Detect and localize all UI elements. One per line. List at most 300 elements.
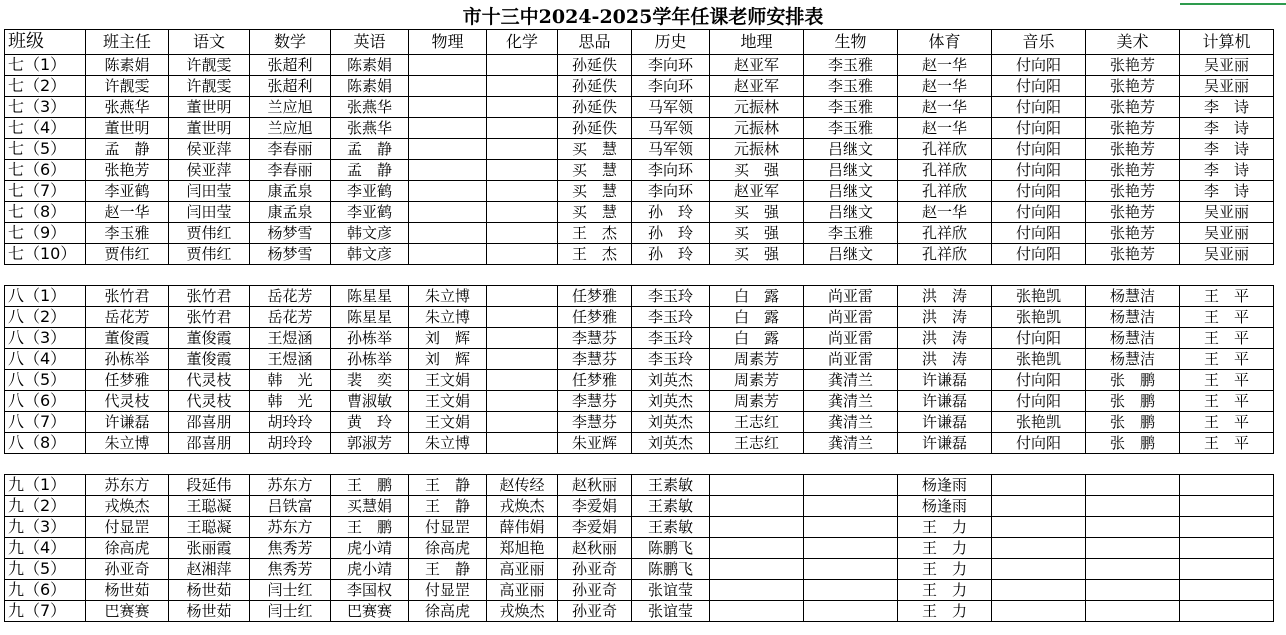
teacher-cell[interactable]	[992, 580, 1086, 601]
class-cell[interactable]: 八（2）	[5, 307, 86, 328]
teacher-cell[interactable]: 李向环	[632, 160, 710, 181]
class-cell[interactable]: 九（6）	[5, 580, 86, 601]
teacher-cell[interactable]: 周素芳	[710, 391, 804, 412]
teacher-cell[interactable]: 陈星星	[331, 307, 409, 328]
teacher-cell[interactable]	[898, 454, 992, 475]
teacher-cell[interactable]: 尚亚雷	[804, 328, 898, 349]
teacher-cell[interactable]: 孙延佚	[558, 118, 632, 139]
class-cell[interactable]: 八（1）	[5, 286, 86, 307]
class-cell[interactable]: 八（7）	[5, 412, 86, 433]
teacher-cell[interactable]: 苏东方	[86, 475, 169, 496]
teacher-cell[interactable]: 康孟泉	[250, 202, 331, 223]
teacher-cell[interactable]: 李玉玲	[632, 286, 710, 307]
teacher-cell[interactable]	[1086, 538, 1180, 559]
teacher-cell[interactable]: 孙栋举	[331, 328, 409, 349]
teacher-cell[interactable]: 付向阳	[992, 202, 1086, 223]
teacher-cell[interactable]: 王文娟	[409, 370, 487, 391]
teacher-cell[interactable]: 苏东方	[250, 517, 331, 538]
teacher-cell[interactable]: 王 力	[898, 580, 992, 601]
teacher-cell[interactable]: 王 平	[1180, 349, 1274, 370]
class-cell[interactable]: 七（3）	[5, 97, 86, 118]
teacher-cell[interactable]: 刘英杰	[632, 412, 710, 433]
teacher-cell[interactable]: 马军领	[632, 139, 710, 160]
teacher-cell[interactable]	[409, 181, 487, 202]
teacher-cell[interactable]: 李玉雅	[804, 223, 898, 244]
teacher-cell[interactable]: 侯亚萍	[169, 139, 250, 160]
teacher-cell[interactable]: 付向阳	[992, 160, 1086, 181]
teacher-cell[interactable]: 龚清兰	[804, 433, 898, 454]
teacher-cell[interactable]: 张燕华	[86, 97, 169, 118]
teacher-cell[interactable]: 董俊霞	[169, 328, 250, 349]
class-cell[interactable]: 九（3）	[5, 517, 86, 538]
teacher-cell[interactable]: 李 诗	[1180, 139, 1274, 160]
teacher-cell[interactable]	[487, 391, 558, 412]
teacher-cell[interactable]: 董世明	[86, 118, 169, 139]
teacher-cell[interactable]: 赵秋丽	[558, 538, 632, 559]
teacher-cell[interactable]: 付向阳	[992, 181, 1086, 202]
teacher-cell[interactable]: 买 强	[710, 160, 804, 181]
teacher-cell[interactable]: 张燕华	[331, 118, 409, 139]
teacher-cell[interactable]	[487, 244, 558, 265]
teacher-cell[interactable]	[487, 370, 558, 391]
teacher-cell[interactable]	[804, 454, 898, 475]
teacher-cell[interactable]: 马军领	[632, 97, 710, 118]
teacher-cell[interactable]: 买 慧	[558, 181, 632, 202]
teacher-cell[interactable]: 白 露	[710, 328, 804, 349]
teacher-cell[interactable]	[409, 97, 487, 118]
teacher-cell[interactable]: 洪 涛	[898, 328, 992, 349]
teacher-cell[interactable]	[1180, 580, 1274, 601]
teacher-cell[interactable]	[1180, 454, 1274, 475]
teacher-cell[interactable]	[710, 265, 804, 286]
teacher-cell[interactable]: 王聪凝	[169, 496, 250, 517]
teacher-cell[interactable]: 李玉玲	[632, 349, 710, 370]
teacher-cell[interactable]	[1086, 454, 1180, 475]
class-cell[interactable]: 九（1）	[5, 475, 86, 496]
teacher-cell[interactable]: 元振林	[710, 139, 804, 160]
class-cell[interactable]: 七（1）	[5, 55, 86, 76]
class-cell[interactable]: 八（4）	[5, 349, 86, 370]
teacher-cell[interactable]	[487, 181, 558, 202]
teacher-cell[interactable]: 张 鹏	[1086, 433, 1180, 454]
column-header[interactable]: 美术	[1086, 30, 1180, 55]
teacher-cell[interactable]: 付向阳	[992, 328, 1086, 349]
teacher-cell[interactable]	[1180, 496, 1274, 517]
teacher-cell[interactable]	[250, 454, 331, 475]
teacher-cell[interactable]	[409, 244, 487, 265]
teacher-cell[interactable]: 张 鹏	[1086, 412, 1180, 433]
teacher-cell[interactable]: 虎小靖	[331, 559, 409, 580]
teacher-cell[interactable]: 付向阳	[992, 118, 1086, 139]
teacher-cell[interactable]: 元振林	[710, 97, 804, 118]
teacher-cell[interactable]	[409, 454, 487, 475]
teacher-cell[interactable]: 买 强	[710, 244, 804, 265]
teacher-cell[interactable]: 陈素娟	[331, 55, 409, 76]
teacher-cell[interactable]: 王 平	[1180, 286, 1274, 307]
teacher-cell[interactable]: 朱立博	[409, 286, 487, 307]
teacher-cell[interactable]: 赵一华	[898, 76, 992, 97]
teacher-cell[interactable]: 杨逢雨	[898, 496, 992, 517]
column-header[interactable]: 历史	[632, 30, 710, 55]
teacher-cell[interactable]: 张超利	[250, 76, 331, 97]
column-header[interactable]: 物理	[409, 30, 487, 55]
teacher-cell[interactable]	[710, 454, 804, 475]
teacher-cell[interactable]: 陈星星	[331, 286, 409, 307]
teacher-cell[interactable]: 付显罡	[409, 517, 487, 538]
teacher-cell[interactable]	[1180, 601, 1274, 622]
teacher-cell[interactable]: 赵一华	[898, 55, 992, 76]
teacher-cell[interactable]: 贾伟红	[169, 223, 250, 244]
teacher-cell[interactable]	[632, 454, 710, 475]
teacher-cell[interactable]: 张艳芳	[1086, 118, 1180, 139]
teacher-cell[interactable]	[487, 118, 558, 139]
teacher-cell[interactable]: 尚亚雷	[804, 286, 898, 307]
teacher-cell[interactable]: 朱立博	[409, 307, 487, 328]
teacher-cell[interactable]: 付向阳	[992, 76, 1086, 97]
column-header[interactable]: 音乐	[992, 30, 1086, 55]
teacher-cell[interactable]	[409, 160, 487, 181]
teacher-cell[interactable]: 邵喜朋	[169, 412, 250, 433]
teacher-cell[interactable]	[487, 97, 558, 118]
teacher-cell[interactable]: 王素敏	[632, 517, 710, 538]
teacher-cell[interactable]: 李向环	[632, 181, 710, 202]
teacher-cell[interactable]: 张艳芳	[1086, 160, 1180, 181]
teacher-cell[interactable]: 黄 玲	[331, 412, 409, 433]
teacher-cell[interactable]	[409, 223, 487, 244]
teacher-cell[interactable]: 代灵枝	[169, 370, 250, 391]
class-cell[interactable]: 七（2）	[5, 76, 86, 97]
teacher-cell[interactable]: 孙延佚	[558, 76, 632, 97]
teacher-cell[interactable]: 白 露	[710, 307, 804, 328]
teacher-cell[interactable]	[1180, 538, 1274, 559]
teacher-cell[interactable]: 李向环	[632, 55, 710, 76]
teacher-cell[interactable]: 王 力	[898, 559, 992, 580]
teacher-cell[interactable]: 苏东方	[250, 475, 331, 496]
teacher-cell[interactable]: 付向阳	[992, 55, 1086, 76]
teacher-cell[interactable]: 杨慧洁	[1086, 286, 1180, 307]
teacher-cell[interactable]: 戎焕杰	[487, 601, 558, 622]
teacher-cell[interactable]: 吕铁富	[250, 496, 331, 517]
teacher-cell[interactable]	[992, 538, 1086, 559]
teacher-cell[interactable]	[710, 496, 804, 517]
teacher-cell[interactable]: 王聪凝	[169, 517, 250, 538]
teacher-cell[interactable]: 贾伟红	[169, 244, 250, 265]
teacher-cell[interactable]: 孔祥欣	[898, 244, 992, 265]
teacher-cell[interactable]: 张艳凯	[992, 286, 1086, 307]
teacher-cell[interactable]: 王 杰	[558, 244, 632, 265]
teacher-cell[interactable]: 吕继文	[804, 181, 898, 202]
teacher-cell[interactable]: 段延伟	[169, 475, 250, 496]
teacher-cell[interactable]: 王 力	[898, 517, 992, 538]
teacher-cell[interactable]: 杨世茹	[86, 580, 169, 601]
teacher-cell[interactable]: 李春丽	[250, 160, 331, 181]
teacher-cell[interactable]: 张 鹏	[1086, 391, 1180, 412]
teacher-cell[interactable]: 洪 涛	[898, 286, 992, 307]
teacher-cell[interactable]: 吕继文	[804, 139, 898, 160]
teacher-cell[interactable]: 周素芳	[710, 349, 804, 370]
teacher-cell[interactable]	[710, 559, 804, 580]
teacher-cell[interactable]: 张艳芳	[1086, 244, 1180, 265]
teacher-cell[interactable]: 许谦磊	[898, 391, 992, 412]
teacher-cell[interactable]: 张 鹏	[1086, 370, 1180, 391]
teacher-cell[interactable]	[898, 265, 992, 286]
teacher-cell[interactable]: 李亚鹤	[331, 181, 409, 202]
teacher-cell[interactable]: 郭淑芳	[331, 433, 409, 454]
teacher-cell[interactable]: 许靓雯	[86, 76, 169, 97]
teacher-cell[interactable]	[992, 559, 1086, 580]
teacher-cell[interactable]: 李国权	[331, 580, 409, 601]
teacher-cell[interactable]: 代灵枝	[169, 391, 250, 412]
teacher-cell[interactable]: 巴赛赛	[331, 601, 409, 622]
column-header[interactable]: 班主任	[86, 30, 169, 55]
teacher-cell[interactable]	[558, 265, 632, 286]
teacher-cell[interactable]: 闫士红	[250, 601, 331, 622]
teacher-cell[interactable]	[487, 454, 558, 475]
teacher-cell[interactable]: 买 强	[710, 223, 804, 244]
teacher-cell[interactable]: 赵一华	[86, 202, 169, 223]
teacher-cell[interactable]: 尚亚雷	[804, 349, 898, 370]
teacher-cell[interactable]: 任梦雅	[558, 286, 632, 307]
teacher-cell[interactable]: 董俊霞	[169, 349, 250, 370]
teacher-cell[interactable]: 李慧芬	[558, 391, 632, 412]
teacher-cell[interactable]	[992, 496, 1086, 517]
teacher-cell[interactable]: 张艳芳	[1086, 139, 1180, 160]
teacher-cell[interactable]: 张艳凯	[992, 307, 1086, 328]
teacher-cell[interactable]: 赵一华	[898, 97, 992, 118]
class-cell[interactable]: 七（8）	[5, 202, 86, 223]
teacher-cell[interactable]: 许谦磊	[86, 412, 169, 433]
teacher-cell[interactable]: 张竹君	[169, 307, 250, 328]
teacher-cell[interactable]: 孙亚奇	[558, 601, 632, 622]
teacher-cell[interactable]: 胡玲玲	[250, 433, 331, 454]
teacher-cell[interactable]: 白 露	[710, 286, 804, 307]
teacher-cell[interactable]: 王志红	[710, 412, 804, 433]
teacher-cell[interactable]	[487, 55, 558, 76]
teacher-cell[interactable]	[1180, 559, 1274, 580]
teacher-cell[interactable]: 李慧芬	[558, 328, 632, 349]
class-cell[interactable]: 九（4）	[5, 538, 86, 559]
teacher-cell[interactable]: 张超利	[250, 55, 331, 76]
teacher-cell[interactable]: 侯亚萍	[169, 160, 250, 181]
teacher-cell[interactable]: 赵一华	[898, 202, 992, 223]
teacher-cell[interactable]: 韩 光	[250, 370, 331, 391]
teacher-cell[interactable]: 吴亚丽	[1180, 202, 1274, 223]
teacher-cell[interactable]: 李爱娟	[558, 517, 632, 538]
teacher-cell[interactable]: 徐高虎	[409, 601, 487, 622]
teacher-cell[interactable]	[487, 139, 558, 160]
teacher-cell[interactable]	[804, 580, 898, 601]
teacher-cell[interactable]: 王 平	[1180, 370, 1274, 391]
teacher-cell[interactable]: 王煜涵	[250, 328, 331, 349]
column-header[interactable]: 化学	[487, 30, 558, 55]
teacher-cell[interactable]: 买慧娟	[331, 496, 409, 517]
teacher-cell[interactable]	[804, 496, 898, 517]
teacher-cell[interactable]	[632, 265, 710, 286]
class-cell[interactable]: 七（9）	[5, 223, 86, 244]
teacher-cell[interactable]: 王 力	[898, 601, 992, 622]
teacher-cell[interactable]: 付向阳	[992, 223, 1086, 244]
teacher-cell[interactable]	[992, 601, 1086, 622]
teacher-cell[interactable]: 付向阳	[992, 433, 1086, 454]
teacher-cell[interactable]: 张谊莹	[632, 601, 710, 622]
teacher-cell[interactable]: 闫田莹	[169, 181, 250, 202]
class-cell[interactable]: 七（5）	[5, 139, 86, 160]
teacher-cell[interactable]: 孙栋举	[331, 349, 409, 370]
teacher-cell[interactable]: 孙栋举	[86, 349, 169, 370]
teacher-cell[interactable]: 刘 辉	[409, 328, 487, 349]
teacher-cell[interactable]	[804, 559, 898, 580]
teacher-cell[interactable]: 吕继文	[804, 160, 898, 181]
teacher-cell[interactable]: 高亚丽	[487, 559, 558, 580]
teacher-cell[interactable]: 朱亚辉	[558, 433, 632, 454]
teacher-cell[interactable]	[804, 475, 898, 496]
teacher-cell[interactable]	[331, 265, 409, 286]
teacher-cell[interactable]: 王素敏	[632, 496, 710, 517]
teacher-cell[interactable]: 王 平	[1180, 328, 1274, 349]
teacher-cell[interactable]: 刘英杰	[632, 391, 710, 412]
teacher-cell[interactable]: 孟 静	[86, 139, 169, 160]
teacher-cell[interactable]	[1180, 475, 1274, 496]
teacher-cell[interactable]: 李 诗	[1180, 118, 1274, 139]
teacher-cell[interactable]: 戎焕杰	[487, 496, 558, 517]
teacher-cell[interactable]	[487, 286, 558, 307]
column-header[interactable]: 英语	[331, 30, 409, 55]
teacher-cell[interactable]: 王 静	[409, 559, 487, 580]
teacher-cell[interactable]: 李向环	[632, 76, 710, 97]
teacher-cell[interactable]: 龚清兰	[804, 412, 898, 433]
teacher-cell[interactable]: 陈鹏飞	[632, 559, 710, 580]
teacher-cell[interactable]: 刘 辉	[409, 349, 487, 370]
teacher-cell[interactable]	[804, 601, 898, 622]
teacher-cell[interactable]: 孙延佚	[558, 97, 632, 118]
teacher-cell[interactable]: 孟 静	[331, 160, 409, 181]
teacher-cell[interactable]: 邵喜朋	[169, 433, 250, 454]
class-cell[interactable]	[5, 454, 86, 475]
teacher-cell[interactable]: 胡玲玲	[250, 412, 331, 433]
teacher-cell[interactable]: 高亚丽	[487, 580, 558, 601]
teacher-cell[interactable]	[710, 580, 804, 601]
teacher-cell[interactable]: 元振林	[710, 118, 804, 139]
teacher-cell[interactable]: 李慧芬	[558, 412, 632, 433]
teacher-cell[interactable]: 吕继文	[804, 202, 898, 223]
teacher-cell[interactable]	[1086, 517, 1180, 538]
teacher-cell[interactable]: 韩文彦	[331, 244, 409, 265]
teacher-cell[interactable]: 岳花芳	[250, 307, 331, 328]
teacher-cell[interactable]: 兰应旭	[250, 118, 331, 139]
teacher-cell[interactable]: 代灵枝	[86, 391, 169, 412]
teacher-cell[interactable]	[409, 118, 487, 139]
teacher-cell[interactable]: 任梦雅	[558, 370, 632, 391]
teacher-cell[interactable]: 许谦磊	[898, 433, 992, 454]
teacher-cell[interactable]	[710, 517, 804, 538]
class-cell[interactable]: 七（6）	[5, 160, 86, 181]
teacher-cell[interactable]: 韩 光	[250, 391, 331, 412]
teacher-cell[interactable]: 杨世茹	[169, 580, 250, 601]
class-cell[interactable]: 九（2）	[5, 496, 86, 517]
teacher-cell[interactable]: 张竹君	[86, 286, 169, 307]
teacher-cell[interactable]: 王 静	[409, 496, 487, 517]
teacher-cell[interactable]: 李玉雅	[86, 223, 169, 244]
teacher-cell[interactable]: 赵湘萍	[169, 559, 250, 580]
teacher-cell[interactable]	[409, 139, 487, 160]
teacher-cell[interactable]: 张艳芳	[1086, 202, 1180, 223]
teacher-cell[interactable]: 许靓雯	[169, 55, 250, 76]
teacher-cell[interactable]: 闫田莹	[169, 202, 250, 223]
teacher-cell[interactable]: 李亚鹤	[331, 202, 409, 223]
teacher-cell[interactable]: 张艳芳	[1086, 97, 1180, 118]
teacher-cell[interactable]	[558, 454, 632, 475]
teacher-cell[interactable]: 王 平	[1180, 391, 1274, 412]
class-cell[interactable]: 九（7）	[5, 601, 86, 622]
teacher-cell[interactable]	[1086, 559, 1180, 580]
teacher-cell[interactable]	[487, 202, 558, 223]
column-header[interactable]: 体育	[898, 30, 992, 55]
teacher-cell[interactable]: 吴亚丽	[1180, 223, 1274, 244]
teacher-cell[interactable]: 买 慧	[558, 202, 632, 223]
teacher-cell[interactable]: 孙亚奇	[558, 580, 632, 601]
teacher-cell[interactable]: 李玉玲	[632, 307, 710, 328]
teacher-cell[interactable]: 孙亚奇	[86, 559, 169, 580]
teacher-cell[interactable]: 岳花芳	[86, 307, 169, 328]
teacher-cell[interactable]: 买 强	[710, 202, 804, 223]
class-cell[interactable]: 七（4）	[5, 118, 86, 139]
teacher-cell[interactable]: 付向阳	[992, 244, 1086, 265]
teacher-cell[interactable]	[487, 349, 558, 370]
teacher-cell[interactable]: 陈鹏飞	[632, 538, 710, 559]
teacher-cell[interactable]: 李玉雅	[804, 97, 898, 118]
teacher-cell[interactable]	[1086, 475, 1180, 496]
column-header[interactable]: 思品	[558, 30, 632, 55]
teacher-cell[interactable]: 董俊霞	[86, 328, 169, 349]
teacher-cell[interactable]: 龚清兰	[804, 370, 898, 391]
teacher-cell[interactable]: 洪 涛	[898, 307, 992, 328]
teacher-cell[interactable]: 马军领	[632, 118, 710, 139]
teacher-cell[interactable]	[804, 517, 898, 538]
teacher-cell[interactable]: 孔祥欣	[898, 223, 992, 244]
teacher-cell[interactable]: 王 平	[1180, 412, 1274, 433]
teacher-cell[interactable]: 张艳芳	[1086, 76, 1180, 97]
teacher-cell[interactable]	[1086, 601, 1180, 622]
class-cell[interactable]	[5, 265, 86, 286]
column-header[interactable]: 数学	[250, 30, 331, 55]
teacher-cell[interactable]: 董世明	[169, 118, 250, 139]
teacher-cell[interactable]	[86, 265, 169, 286]
teacher-cell[interactable]: 赵传经	[487, 475, 558, 496]
teacher-cell[interactable]	[409, 55, 487, 76]
teacher-cell[interactable]: 韩文彦	[331, 223, 409, 244]
teacher-cell[interactable]: 买 慧	[558, 139, 632, 160]
column-header[interactable]: 计算机	[1180, 30, 1274, 55]
teacher-cell[interactable]	[804, 538, 898, 559]
teacher-cell[interactable]	[409, 265, 487, 286]
teacher-cell[interactable]: 龚清兰	[804, 391, 898, 412]
teacher-cell[interactable]: 许谦磊	[898, 412, 992, 433]
teacher-cell[interactable]: 张艳芳	[1086, 181, 1180, 202]
teacher-cell[interactable]: 王 静	[409, 475, 487, 496]
teacher-cell[interactable]: 许谦磊	[898, 370, 992, 391]
teacher-cell[interactable]: 张艳凯	[992, 349, 1086, 370]
teacher-cell[interactable]: 徐高虎	[86, 538, 169, 559]
class-cell[interactable]: 七（10）	[5, 244, 86, 265]
teacher-cell[interactable]	[487, 265, 558, 286]
class-cell[interactable]: 八（8）	[5, 433, 86, 454]
teacher-cell[interactable]: 巴赛赛	[86, 601, 169, 622]
teacher-cell[interactable]	[169, 265, 250, 286]
teacher-cell[interactable]: 周素芳	[710, 370, 804, 391]
teacher-cell[interactable]: 张丽霞	[169, 538, 250, 559]
teacher-cell[interactable]	[487, 223, 558, 244]
teacher-cell[interactable]	[169, 454, 250, 475]
